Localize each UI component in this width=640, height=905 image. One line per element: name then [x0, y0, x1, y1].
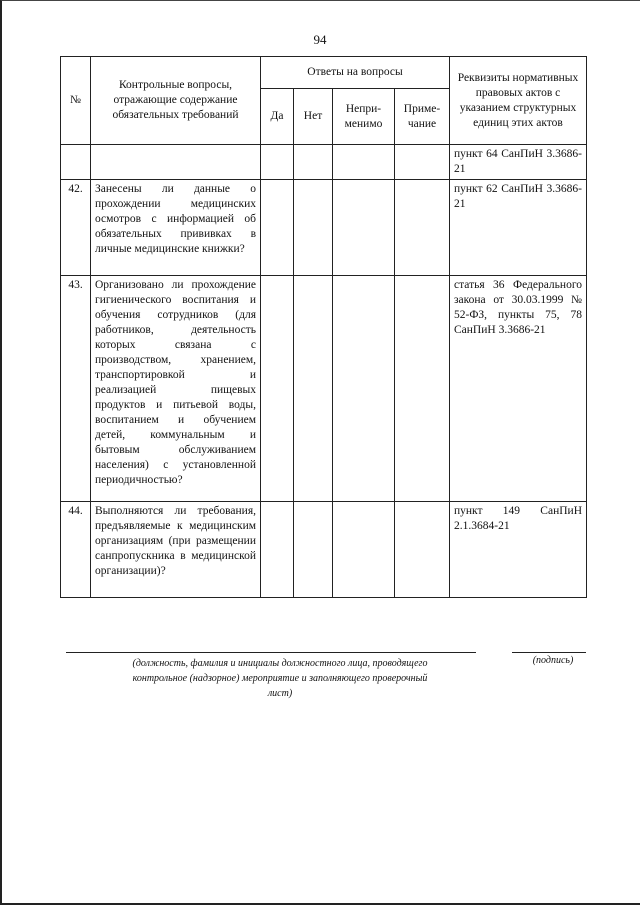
signature-caption: (должность, фамилия и инициалы должностного лица, проводящего контрольное (надзорное) мероприятие и заполняющего проверочный лист) [132, 658, 428, 699]
answer-na-cell[interactable] [333, 180, 395, 276]
answer-note-cell[interactable] [395, 145, 450, 180]
table-row [61, 180, 587, 276]
header-requisites: Реквизиты нормативных правовых актов с указанием структурных единиц этих актов [450, 57, 587, 145]
answer-no-cell[interactable] [294, 276, 333, 502]
answer-no-cell[interactable] [294, 145, 333, 180]
table-row [61, 502, 587, 598]
row-question: Выполняются ли требования, предъявляемые к медицинским организациям (при размещении санпропускника в медицинской организации)? [91, 502, 261, 598]
table-row [61, 276, 587, 502]
row-question [91, 145, 261, 180]
header-num: № [61, 57, 91, 145]
row-reference: статья 36 Федерального закона от 30.03.1999 № 52-ФЗ, пункты 75, 78 СанПиН 3.3686-21 [450, 276, 587, 502]
header-questions: Контрольные вопросы, отражающие содержание обязательных требований [91, 57, 261, 145]
answer-yes-cell[interactable] [261, 276, 294, 502]
answer-yes-cell[interactable] [261, 145, 294, 180]
header-yes: Да [261, 89, 294, 145]
checklist-table [60, 56, 587, 598]
row-reference: пункт 149 СанПиН 2.1.3684-21 [450, 502, 587, 598]
answer-yes-cell[interactable] [261, 180, 294, 276]
header-not-applicable: Непри-менимо [333, 89, 395, 145]
row-num [61, 145, 91, 180]
answer-na-cell[interactable] [333, 145, 395, 180]
table-row [61, 145, 587, 180]
row-reference: пункт 62 СанПиН 3.3686-21 [450, 180, 587, 276]
row-num: 42. [61, 180, 91, 276]
answer-note-cell[interactable] [395, 276, 450, 502]
answer-na-cell[interactable] [333, 502, 395, 598]
signature-sign-line[interactable] [512, 652, 586, 653]
row-question: Занесены ли данные о прохождении медицинских осмотров с информацией об обязательных прививках в личные медицинские книжки? [91, 180, 261, 276]
row-num: 43. [61, 276, 91, 502]
answer-yes-cell[interactable] [261, 502, 294, 598]
answer-note-cell[interactable] [395, 502, 450, 598]
answer-na-cell[interactable] [333, 276, 395, 502]
header-note: Приме-чание [395, 89, 450, 145]
row-reference: пункт 64 СанПиН 3.3686-21 [450, 145, 587, 180]
row-num: 44. [61, 502, 91, 598]
signature-line[interactable] [66, 652, 476, 653]
answer-no-cell[interactable] [294, 180, 333, 276]
header-no: Нет [294, 89, 333, 145]
signature-sign-caption: (подпись) [532, 655, 574, 666]
answer-note-cell[interactable] [395, 180, 450, 276]
row-question: Организовано ли прохождение гигиенического воспитания и обучения сотрудников (для работников, деятельность которых связана с производством, хранением, транспортировкой и реализацией пищевых продуктов и питьевой воды, воспитанием и обучением детей, коммунальным и бытовым обслуживанием населения) с установленной периодичностью? [91, 276, 261, 502]
page-number: 94 [313, 32, 327, 47]
header-answers: Ответы на вопросы [261, 57, 450, 89]
answer-no-cell[interactable] [294, 502, 333, 598]
